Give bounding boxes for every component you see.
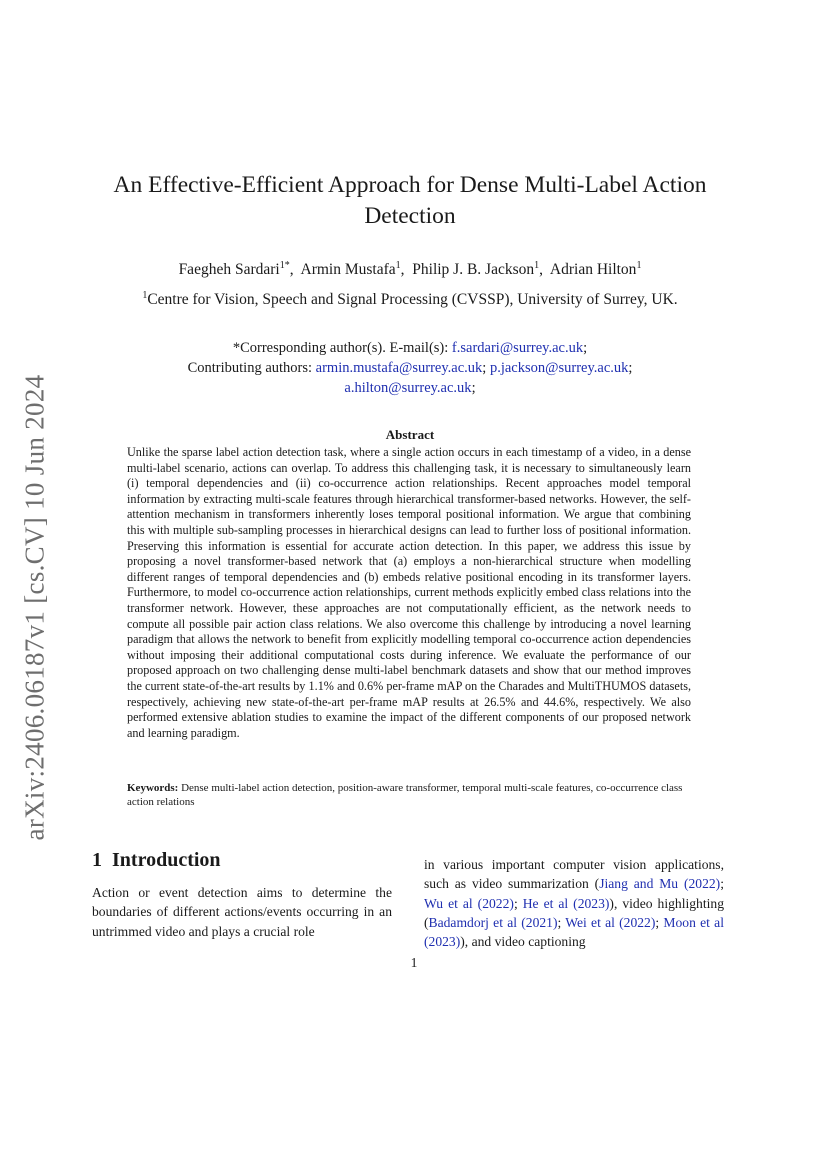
author-affiliation-mark: 1 <box>395 260 401 271</box>
body-text: in various important computer vision applications, such as video summarization ( <box>424 857 724 892</box>
abstract-heading: Abstract <box>385 427 435 442</box>
paper-title: An Effective-Efficient Approach for Dense Multi-Label Action Detection <box>113 172 707 229</box>
keywords-label: Keywords: <box>127 782 179 794</box>
corresponding-email-link[interactable]: f.sardari@surrey.ac.uk <box>451 340 584 356</box>
arxiv-identifier <box>10 365 60 850</box>
author-list: Faegheh Sardari$^{1*}$, Armin Mustafa$^1$, Philip J. B. Jackson$^1$, Adrian Hilton$^1$ <box>178 260 642 279</box>
contributing-label: Contributing authors: <box>187 360 313 376</box>
author-name: Armin Mustafa <box>300 261 396 279</box>
section-number: 1 <box>92 849 102 871</box>
affiliation-text: Centre for Vision, Speech and Signal Processing (CVSSP), University of Surrey, UK. <box>147 291 678 309</box>
citation-link[interactable]: He et al (2023) <box>522 895 610 911</box>
citation-separator: ; <box>513 895 523 911</box>
corresponding-label: *Corresponding author(s). E-mail(s): <box>232 340 449 356</box>
citation-separator: ; <box>655 914 664 930</box>
citation-link[interactable]: Badamdorj et al (2021) <box>428 914 558 930</box>
email-link[interactable]: a.hilton@surrey.ac.uk <box>344 380 472 396</box>
body-text: ), video highlighting ( <box>424 895 724 930</box>
contact-info: *Corresponding author(s). E-mail(s): f.sardari@surrey.ac.uk; Contributing authors: armin.mustafa@surrey.ac.uk; p.jackson@surrey.ac.uk; a.hilton@surrey.ac.uk; <box>187 340 633 396</box>
affiliation <box>100 285 720 311</box>
keywords <box>127 781 691 809</box>
abstract-body: Unlike the sparse label action detection task, where a single action occurs in each timestamp of a video, in a dense multi-label scenario, actions can overlap. To address this challenging task, it is necessary to simultaneously learn (i) temporal dependencies and (ii) co-occurrence action relationships. Recent approaches model temporal information by extracting multi-scale features through hierarchical transformer-based networks. However, the self-attention mechanism in transformers inherently loses temporal positional information. We argue that combining this with multiple sub-sampling processes in hierarchical designs can lead to further loss of positional information. Preserving this information is essential for accurate action detection. In this paper, we address this issue by proposing a novel transformer-based network that (a) employs a non-hierarchical structure when modelling different ranges of temporal dependencies and (b) embeds relative positional encoding in its transformer layers. Furthermore, to model co-occurrence action relationships, current methods explicitly embed class relations into the transformer network. However, these approaches are not computationally efficient, as the network needs to compute all possible pair action class relations. We also overcome this challenge by introducing a novel learning paradigm that allows the network to benefit from explicitly modelling temporal co-occurrence action dependencies without imposing their additional computational costs during inference. We evaluate the performance of our proposed approach on two challenging dense multi-label benchmark datasets and show that our method improves the current state-of-the-art results by 1.1% and 0.6% per-frame mAP on the Charades and MultiTHUMOS datasets, respectively, achieving new state-of-the-art per-frame mAP results at 26.5% and 44.6%, respectively. We also performed extensive ablation studies to examine the impact of the different components of our proposed network and learning paradigm. <box>127 445 691 740</box>
body-text: ), and video captioning <box>460 934 586 950</box>
author-name: Adrian Hilton <box>549 261 637 279</box>
page-number: 1 <box>410 955 418 970</box>
intro-left-column: Action or event detection aims to determine the boundaries of different actions/events occurring in an untrimmed video and plays a crucial role <box>92 885 392 939</box>
citation-separator: ; <box>557 914 566 930</box>
author-name: Philip J. B. Jackson <box>412 261 535 279</box>
email-link[interactable]: p.jackson@surrey.ac.uk <box>489 360 629 376</box>
citation-link[interactable]: Moon et al (2023) <box>424 914 724 950</box>
author-affiliation-mark: 1* <box>279 260 290 271</box>
author-affiliation-mark: 1 <box>636 260 642 271</box>
author-name: Faegheh Sardari <box>178 261 280 279</box>
section-title: Introduction <box>112 849 221 871</box>
keywords-text: Dense multi-label action detection, position-aware transformer, temporal multi-scale features, co-occurrence class action relations <box>127 782 683 808</box>
citation-link[interactable]: Wei et al (2022) <box>565 914 656 930</box>
citation-link[interactable]: Wu et al (2022) <box>424 895 514 911</box>
citation-link[interactable]: Jiang and Mu (2022) <box>599 876 721 892</box>
affiliation-mark: 1 <box>142 290 148 301</box>
section-heading <box>92 849 221 872</box>
author-affiliation-mark: 1 <box>534 260 540 271</box>
citation-separator: ; <box>720 876 724 892</box>
arxiv-identifier-text: arXiv:2406.06187v1 [cs.CV] 10 Jun 2024 <box>19 374 50 841</box>
intro-right-column <box>424 855 724 951</box>
email-link[interactable]: armin.mustafa@surrey.ac.uk <box>315 360 483 376</box>
